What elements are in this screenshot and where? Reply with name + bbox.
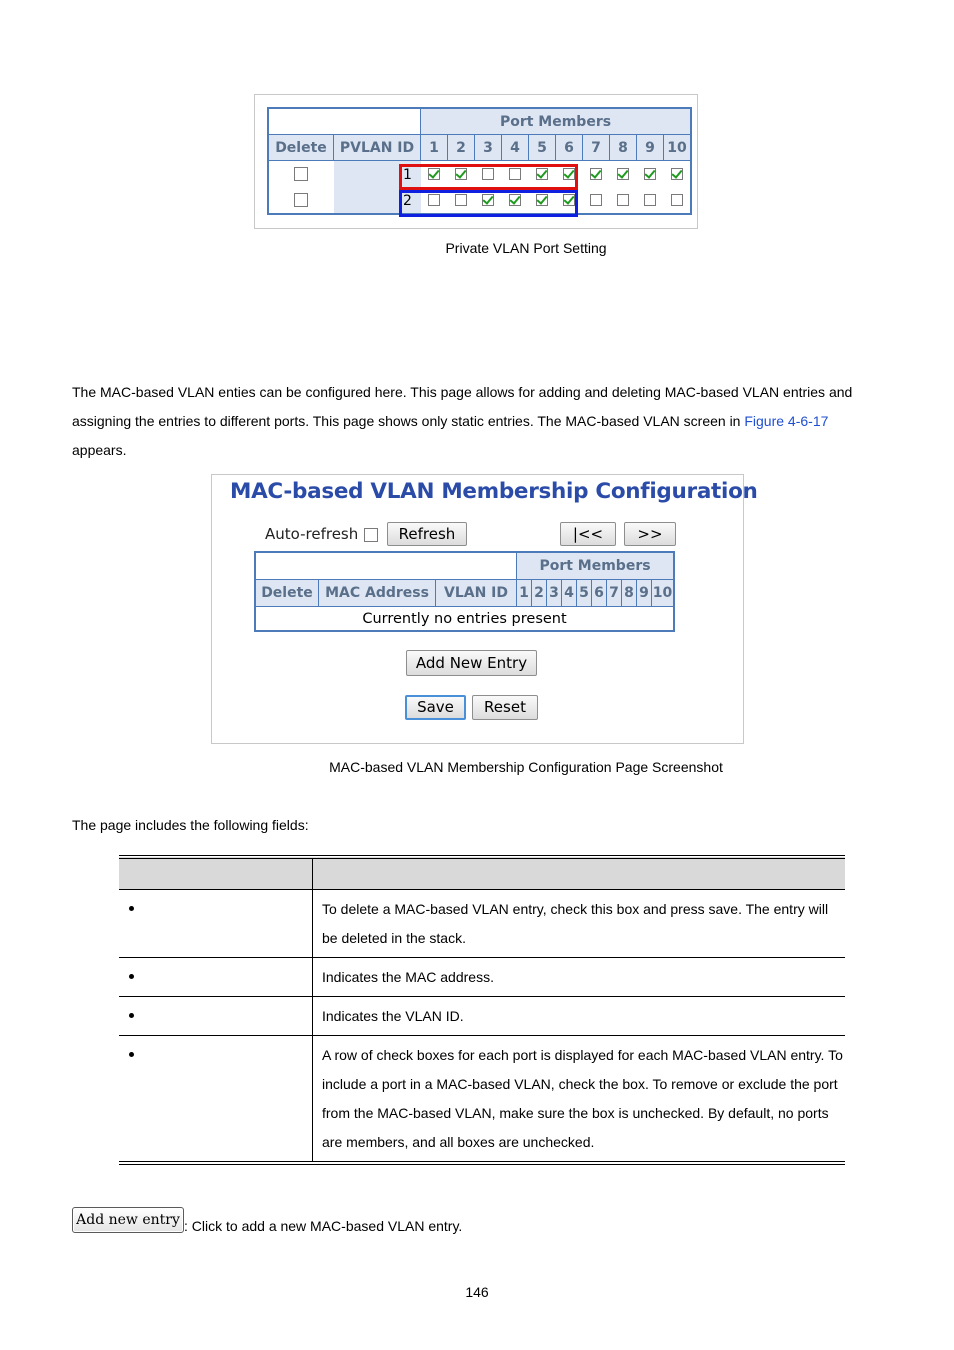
pvlan-port-header: 2 xyxy=(448,135,475,161)
page-number: 146 xyxy=(465,1284,489,1300)
add-new-entry-button[interactable]: Add New Entry xyxy=(406,650,537,676)
mac-port-header: 9 xyxy=(637,580,652,607)
mac-port-header: 6 xyxy=(592,580,607,607)
pvlan-port-header: 4 xyxy=(502,135,529,161)
bullet-icon xyxy=(129,906,134,911)
pvlan-col-id: PVLAN ID xyxy=(334,135,421,161)
mac-port-header: 4 xyxy=(562,580,577,607)
pvlan-caption: Private VLAN Port Setting xyxy=(445,240,607,256)
delete-checkbox[interactable] xyxy=(294,167,308,181)
figure-link[interactable]: Figure 4-6-17 xyxy=(744,413,829,429)
add-new-entry-sample-button[interactable]: Add new entry xyxy=(72,1207,184,1233)
mac-vlan-figure xyxy=(211,474,758,744)
pvlan-port-header: 7 xyxy=(583,135,610,161)
table-row xyxy=(119,1036,845,1164)
field-description: A row of check boxes for each port is displayed for each MAC-based VLAN entry. To include a port in a MAC-based VLAN, check the box. To remove or exclude the port from the MAC-based VLAN, make sure the box is unchecked. By default, no ports are members, and all boxes are unchecked. xyxy=(313,1036,846,1164)
port-member-checkbox[interactable] xyxy=(644,194,656,206)
fields-header-description xyxy=(313,857,846,890)
mac-port-header: 5 xyxy=(577,580,592,607)
port-member-checkbox[interactable] xyxy=(617,168,629,180)
pvlan-port-header: 8 xyxy=(610,135,637,161)
delete-checkbox[interactable] xyxy=(294,193,308,207)
mac-vlan-title: MAC-based VLAN Membership Configuration xyxy=(230,479,758,504)
intro-text: The MAC-based VLAN enties can be configured here. This page allows for adding and deleting MAC-based VLAN entries and assigning the entries to different ports. This page shows only static entries. The MAC-based VLAN screen in xyxy=(72,384,853,429)
mac-vlan-table xyxy=(254,551,675,632)
pvlan-port-header: 10 xyxy=(664,135,692,161)
field-description: To delete a MAC-based VLAN entry, check this box and press save. The entry will be deleted in the stack. xyxy=(313,890,846,958)
bullet-icon xyxy=(129,1052,134,1057)
port-member-checkbox[interactable] xyxy=(617,194,629,206)
pvlan-port-members-header: Port Members xyxy=(421,108,692,135)
table-row xyxy=(119,890,845,958)
reset-button[interactable]: Reset xyxy=(472,695,538,720)
pvlan-id-value: 2 xyxy=(403,193,412,209)
pvlan-port-header: 6 xyxy=(556,135,583,161)
auto-refresh-label: Auto-refresh xyxy=(265,525,359,543)
fields-header-object xyxy=(119,857,313,890)
save-button[interactable]: Save xyxy=(405,695,466,720)
port-member-checkbox[interactable] xyxy=(590,194,602,206)
table-row xyxy=(119,958,845,997)
refresh-button[interactable]: Refresh xyxy=(387,522,467,546)
fields-intro: The page includes the following fields: xyxy=(72,817,309,833)
highlight-blue-box xyxy=(399,190,578,217)
empty-message: Currently no entries present xyxy=(255,607,674,632)
bullet-icon xyxy=(129,974,134,979)
mac-port-header: 1 xyxy=(517,580,532,607)
fields-table xyxy=(119,855,845,1165)
add-entry-description: : Click to add a new MAC-based VLAN entry. xyxy=(184,1218,463,1234)
pvlan-figure xyxy=(254,94,698,229)
intro-text-end: appears. xyxy=(72,442,127,458)
mac-port-header: 10 xyxy=(652,580,675,607)
first-page-button[interactable]: |<< xyxy=(560,522,616,546)
highlight-red-box xyxy=(399,164,578,190)
mac-header-blank xyxy=(255,552,517,580)
mac-port-header: 3 xyxy=(547,580,562,607)
port-member-checkbox[interactable] xyxy=(671,194,683,206)
bullet-icon xyxy=(129,1013,134,1018)
pvlan-col-delete: Delete xyxy=(268,135,334,161)
next-page-button[interactable]: >> xyxy=(624,522,676,546)
port-member-checkbox[interactable] xyxy=(671,168,683,180)
field-description: Indicates the VLAN ID. xyxy=(313,997,846,1036)
mac-port-header: 8 xyxy=(622,580,637,607)
mac-col-vlan: VLAN ID xyxy=(436,580,517,607)
field-description: Indicates the MAC address. xyxy=(313,958,846,997)
auto-refresh-checkbox[interactable] xyxy=(364,528,378,542)
intro-paragraph xyxy=(72,378,892,465)
pvlan-port-header: 1 xyxy=(421,135,448,161)
table-row xyxy=(119,997,845,1036)
mac-vlan-caption: MAC-based VLAN Membership Configuration Page Screenshot xyxy=(329,759,723,775)
pvlan-port-header: 3 xyxy=(475,135,502,161)
pvlan-header-blank xyxy=(268,108,421,135)
pvlan-port-header: 9 xyxy=(637,135,664,161)
pvlan-id-value: 1 xyxy=(403,167,412,183)
mac-port-header: 7 xyxy=(607,580,622,607)
port-member-checkbox[interactable] xyxy=(590,168,602,180)
port-member-checkbox[interactable] xyxy=(644,168,656,180)
mac-port-header: 2 xyxy=(532,580,547,607)
mac-col-mac: MAC Address xyxy=(319,580,436,607)
mac-port-members-header: Port Members xyxy=(517,552,675,580)
mac-col-delete: Delete xyxy=(255,580,319,607)
pvlan-port-header: 5 xyxy=(529,135,556,161)
